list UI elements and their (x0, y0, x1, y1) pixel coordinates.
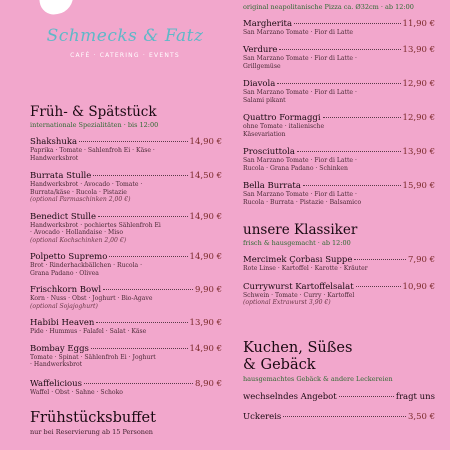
item-desc: Rucola · Grana Padano · Schinken (243, 164, 348, 172)
section-title-kuchen-2: & Gebäck (243, 356, 316, 373)
item-name: Quattro Formaggi (243, 113, 321, 123)
item-name: Habibi Heaven (30, 318, 95, 328)
item-price: 13,90 € (189, 318, 222, 328)
right-column (243, 0, 435, 422)
item-desc: Handwerksbrot · Avocado · Tomate · (30, 181, 143, 188)
item-price: 7,90 € (407, 255, 435, 265)
left-column (30, 104, 222, 436)
item-price: 14,90 € (189, 137, 222, 147)
item-desc: Paprika · Tomate · Sahlenfroh Ei · Käse · (30, 147, 155, 154)
menu-item (243, 282, 435, 307)
item-desc: Grillgemüse (243, 62, 281, 70)
menu-item (30, 285, 222, 310)
menu-item (30, 344, 222, 369)
logo-script: Schmecks & Fatz (46, 26, 204, 46)
section-title-fruehstueck: Früh- & Spätstück (30, 104, 157, 120)
item-name: Currywurst Kartoffelsalat (243, 281, 354, 292)
item-desc: Salami pikant (243, 96, 286, 104)
item-name: wechselndes Angebot (243, 391, 337, 402)
item-desc: Rote Linse · Kartoffel · Karotte · Kräuter (243, 265, 368, 272)
item-name: Polpetto Supremo (30, 252, 108, 262)
item-name: Shakshuka (30, 137, 78, 147)
item-name: Margherita (243, 18, 293, 29)
section-subtitle-pizza: original neapolitanische Pizza ca. Ø32cm · ab 12:00 (243, 2, 414, 11)
item-price: 9,90 € (194, 285, 222, 295)
item-desc: San Marzano Tomate · Fior di Latte · (243, 191, 357, 198)
menu-item (30, 212, 222, 245)
section-title-kuchen: Kuchen, Süßes (243, 339, 353, 356)
item-desc: Schwein · Tomate · Curry · Kartoffel (243, 291, 355, 299)
item-desc: San Marzano Tomate · Fior di Latte · (243, 89, 357, 96)
menu-item (30, 379, 222, 397)
item-desc: · Avocado · Hollandaise · Miso (30, 229, 124, 236)
item-name: Bella Burrata (243, 181, 301, 191)
item-price: 15,90 € (402, 181, 435, 191)
item-name: Diavola (243, 79, 276, 89)
item-desc: Grana Padano · Olivea (30, 269, 99, 277)
item-price: 13,90 € (402, 147, 435, 157)
item-desc: Waffel · Obst · Sahne · Schoko (30, 388, 123, 396)
item-note: (optional Parmaschinken 2,00 €) (30, 196, 131, 203)
item-price: 14,90 € (189, 211, 222, 222)
menu-item (30, 318, 222, 336)
menu-item (243, 412, 435, 422)
item-desc: ohne Tomate · italienische (243, 123, 325, 130)
item-price: 3,50 € (407, 411, 435, 422)
item-desc: Tomate · Spinat · Sählenfroh Ei · Joghurt (30, 353, 156, 361)
logo-mark (39, 0, 76, 16)
item-name: Waffelicious (30, 378, 83, 389)
item-price: 14,50 € (189, 171, 222, 181)
item-name: Bombay Eggs (30, 343, 89, 354)
section-subtitle-buffet: nur bei Reservierung ab 15 Personen (30, 428, 153, 436)
item-desc: San Marzano Tomate · Fior di Latte · (243, 55, 357, 62)
pizza-title-tail (243, 0, 435, 2)
item-name: Frischkorn Bowl (30, 285, 102, 295)
logo (30, 26, 220, 59)
item-desc: Brot · Rinderhackbällchen · Rucola · (30, 262, 143, 269)
section-subtitle-kuchen: hausgemachtes Gebäck & andere Leckereien (243, 374, 393, 383)
menu-item (243, 147, 435, 172)
item-name: Mercimek Çorbası Suppe (243, 255, 353, 265)
logo-tagline: CAFÉ · CATERING · EVENTS (70, 52, 180, 59)
section-title-klassiker: unsere Klassiker (243, 222, 358, 238)
item-desc: San Marzano Tomate · Fior di Latte · (243, 157, 357, 164)
item-desc: Rucola · Burrata · Pistazie · Balsamico (243, 198, 362, 206)
item-name: Burrata Stulle (30, 171, 92, 181)
item-price: 8,90 € (194, 378, 222, 389)
item-price: 12,90 € (402, 113, 435, 123)
item-desc: · Handwerksbrot (30, 361, 83, 368)
item-price: 10,90 € (402, 281, 435, 292)
item-desc: Handwerksbrot · pochiertes Sählenfroh Ei (30, 221, 161, 229)
menu-item (243, 45, 435, 70)
item-note: (optional Sojajoghurt) (30, 302, 98, 310)
menu-item (243, 79, 435, 104)
section-title-buffet: Frühstücksbuffet (30, 410, 156, 426)
item-price: 14,90 € (189, 343, 222, 354)
menu-item (243, 19, 435, 37)
item-desc: Handwerksbrot (30, 154, 79, 162)
item-desc: Pide · Hummus · Falafel · Salat · Käse (30, 328, 147, 335)
section-subtitle-fruehstueck: internationale Spezialitäten · bis 12:00 (30, 121, 159, 129)
item-price: 13,90 € (402, 45, 435, 55)
item-note: (optional Kochschinken 2,00 €) (30, 236, 127, 244)
item-name: Benedict Stulle (30, 211, 96, 222)
item-price: 14,90 € (189, 252, 222, 262)
section-subtitle-klassiker: frisch & hausgemacht · ab 12:00 (243, 239, 351, 247)
item-desc: Käsevariation (243, 130, 286, 138)
menu-item (243, 181, 435, 206)
menu-item (243, 113, 435, 138)
menu-item (243, 392, 435, 402)
item-desc: Korn · Nuss · Obst · Joghurt · Bio-Agave (30, 295, 153, 302)
menu-item (30, 171, 222, 204)
menu-item (30, 252, 222, 277)
menu-item (30, 137, 222, 162)
item-note: (optional Extrawurst 3,90 €) (243, 299, 331, 306)
item-price: 11,90 € (402, 18, 435, 29)
menu-item (243, 255, 435, 273)
item-price: fragt uns (395, 391, 435, 402)
item-name: Prosciuttola (243, 147, 295, 157)
item-name: Uckereis (243, 411, 282, 422)
item-desc: Burrata/käse · Rucola · Pistazie (30, 188, 127, 196)
item-name: Verdure (243, 45, 278, 55)
item-desc: San Marzano Tomate · Fior di Latte (243, 28, 354, 36)
item-price: 12,90 € (402, 79, 435, 89)
